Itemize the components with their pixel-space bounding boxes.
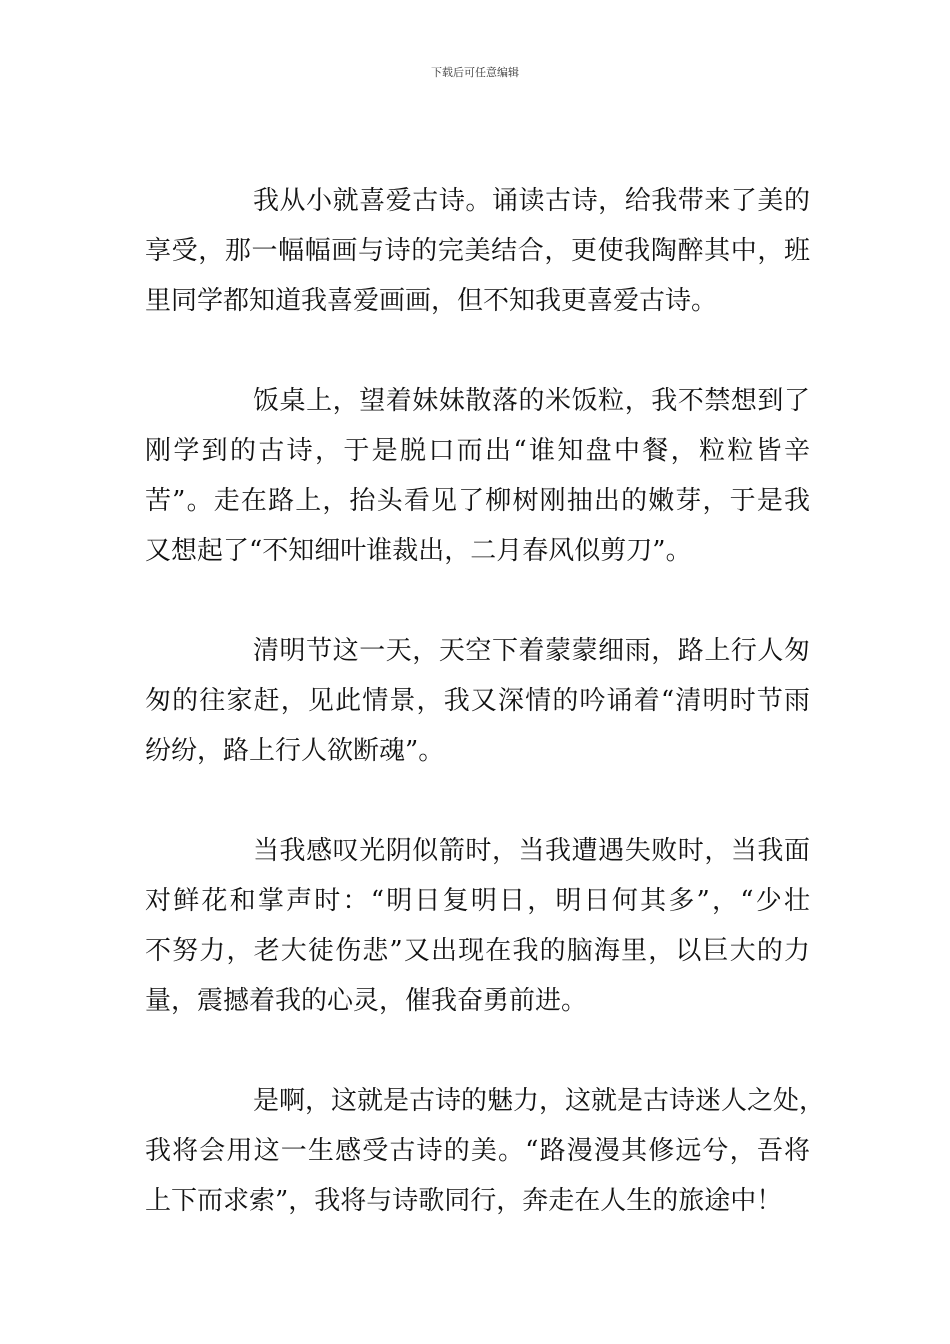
text-line: 当我感叹光阴似箭时，当我遭遇失败时，当我面 xyxy=(253,836,810,866)
text-line: 量，震撼着我的心灵，催我奋勇前进。 xyxy=(145,986,588,1016)
page-header: 下载后可任意编辑 xyxy=(431,66,519,79)
text-line: 纷纷，路上行人欲断魂”。 xyxy=(145,736,445,766)
text-line: 又想起了“不知细叶谁裁出，二月春风似剪刀”。 xyxy=(145,536,692,566)
text-line: 苦”。走在路上，抬头看见了柳树刚抽出的嫩芽，于是我 xyxy=(145,486,810,516)
text-line: 饭桌上，望着妹妹散落的米饭粒，我不禁想到了 xyxy=(253,386,810,416)
paragraph-3 xyxy=(145,626,810,776)
text-line: 是啊，这就是古诗的魅力，这就是古诗迷人之处， xyxy=(253,1086,826,1116)
paragraph-4 xyxy=(145,826,810,1026)
text-line: 我从小就喜爱古诗。诵读古诗，给我带来了美的 xyxy=(253,186,810,216)
text-line: 不努力，老大徒伤悲”又出现在我的脑海里，以巨大的力 xyxy=(145,936,810,966)
paragraph-2 xyxy=(145,376,810,576)
paragraph-1 xyxy=(145,176,810,326)
text-line: 上下而求索”，我将与诗歌同行，奔走在人生的旅途中！ xyxy=(145,1186,783,1216)
text-line: 对鲜花和掌声时：“明日复明日，明日何其多”，“少壮 xyxy=(145,886,810,916)
text-line: 刚学到的古诗，于是脱口而出“谁知盘中餐，粒粒皆辛 xyxy=(145,436,810,466)
text-line: 清明节这一天，天空下着蒙蒙细雨，路上行人匆 xyxy=(253,636,810,666)
text-line: 我将会用这一生感受古诗的美。“路漫漫其修远兮，吾将 xyxy=(145,1136,810,1166)
text-line: 享受，那一幅幅画与诗的完美结合，更使我陶醉其中，班 xyxy=(145,236,810,266)
document-body xyxy=(145,176,826,1276)
text-line: 里同学都知道我喜爱画画，但不知我更喜爱古诗。 xyxy=(145,286,718,316)
paragraph-5 xyxy=(145,1076,826,1226)
text-line: 匆的往家赶，见此情景，我又深情的吟诵着“清明时节雨 xyxy=(145,686,810,716)
